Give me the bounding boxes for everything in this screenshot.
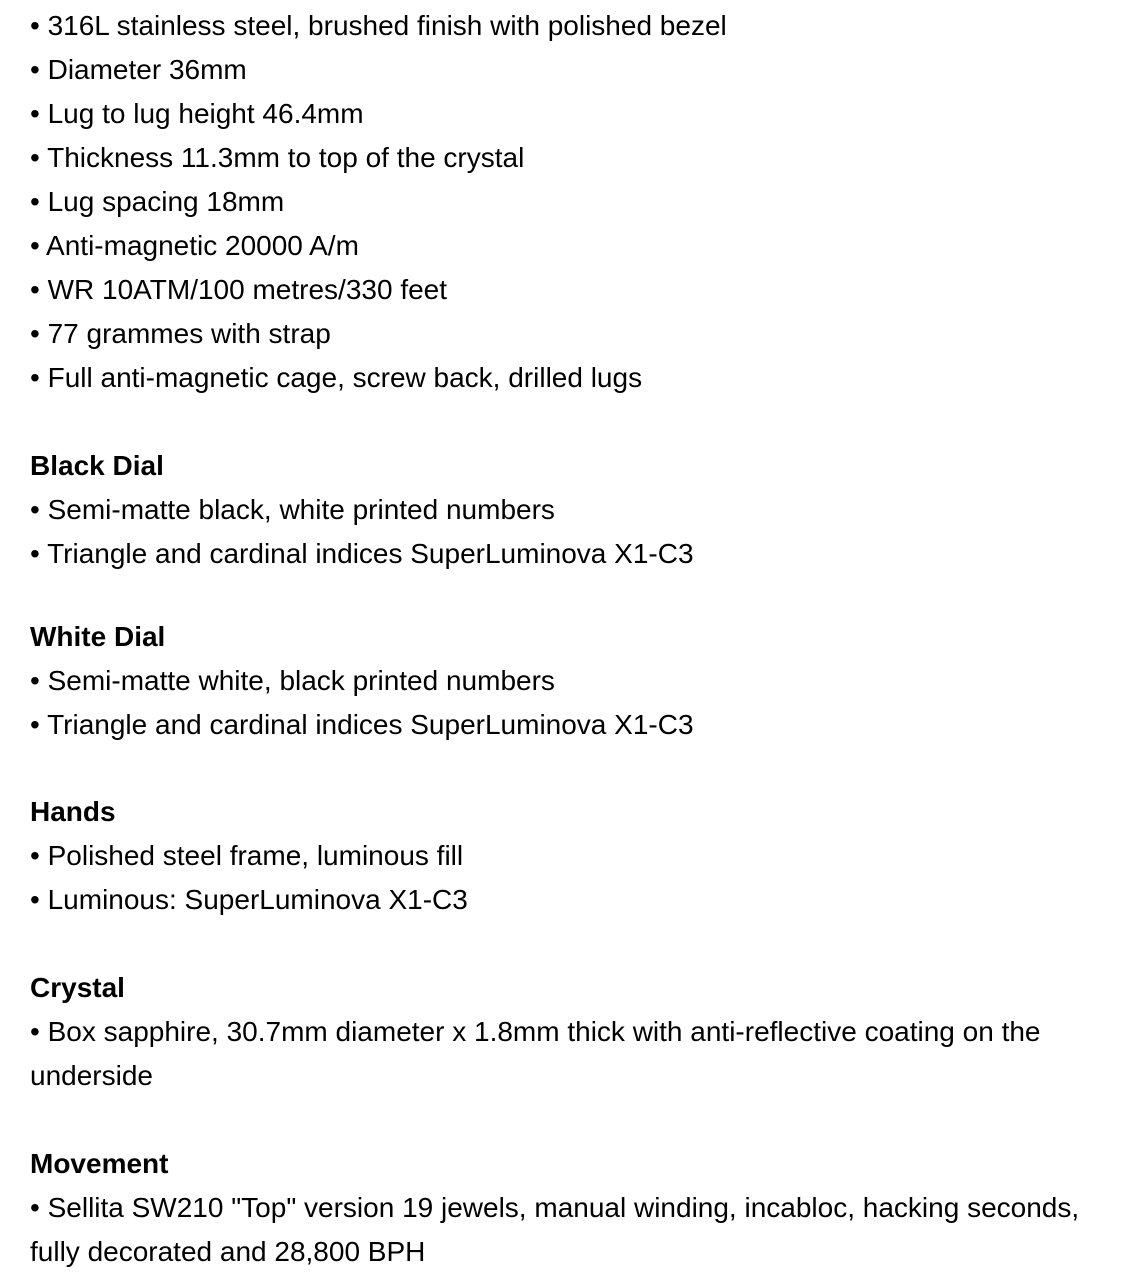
bullet: •: [30, 362, 40, 393]
bullet: •: [30, 318, 40, 349]
list-item: [30, 136, 1110, 180]
case-spec-list: [30, 4, 1110, 400]
section-heading: Crystal: [30, 972, 125, 1003]
list-item: [30, 224, 1110, 268]
list-item-text: Polished steel frame, luminous fill: [47, 840, 464, 871]
bullet: •: [30, 54, 40, 85]
list-item: [30, 488, 1110, 532]
list-item-text: WR 10ATM/100 metres/330 feet: [47, 274, 448, 305]
list-item: [30, 1186, 1110, 1274]
list-item-text: Full anti-magnetic cage, screw back, drilled lugs: [47, 362, 643, 393]
list-item: [30, 703, 1110, 747]
movement-section: [30, 1142, 1110, 1274]
bullet: •: [30, 665, 40, 696]
crystal-section: [30, 966, 1110, 1098]
list-item-text: Diameter 36mm: [47, 54, 247, 85]
list-item-text: Box sapphire, 30.7mm diameter x 1.8mm thick with anti-reflective coating on the underside: [30, 1016, 1041, 1091]
bullet: •: [30, 884, 40, 915]
list-item: [30, 180, 1110, 224]
list-item: [30, 312, 1110, 356]
white-dial-section: [30, 615, 1110, 747]
list-item: [30, 1010, 1110, 1098]
bullet: •: [30, 709, 40, 740]
bullet: •: [30, 230, 40, 261]
section-spacer: [30, 400, 1110, 444]
list-item: [30, 4, 1110, 48]
list-item-text: Anti-magnetic 20000 A/m: [46, 230, 359, 261]
list-item-text: 316L stainless steel, brushed finish with polished bezel: [47, 10, 727, 41]
section-spacer: [30, 922, 1110, 966]
bullet: •: [30, 274, 40, 305]
bullet: •: [30, 10, 40, 41]
list-item-text: Lug spacing 18mm: [47, 186, 285, 217]
list-item-text: Luminous: SuperLuminova X1-C3: [47, 884, 468, 915]
list-item: [30, 834, 1110, 878]
list-item: [30, 48, 1110, 92]
list-item: [30, 532, 1110, 576]
bullet: •: [30, 494, 40, 525]
list-item-text: Triangle and cardinal indices SuperLuminova X1-C3: [47, 538, 694, 569]
bullet: •: [30, 840, 40, 871]
section-heading: Movement: [30, 1148, 169, 1179]
list-item-text: Triangle and cardinal indices SuperLuminova X1-C3: [47, 709, 694, 740]
list-item: [30, 659, 1110, 703]
hands-section: [30, 790, 1110, 922]
section-spacer: [30, 576, 1110, 615]
black-dial-section: [30, 444, 1110, 576]
list-item-text: Lug to lug height 46.4mm: [47, 98, 364, 129]
list-item-text: 77 grammes with strap: [47, 318, 331, 349]
section-heading: Black Dial: [30, 450, 164, 481]
bullet: •: [30, 1016, 40, 1047]
bullet: •: [30, 142, 40, 173]
section-heading: Hands: [30, 796, 116, 827]
list-item: [30, 268, 1110, 312]
list-item-text: Semi-matte black, white printed numbers: [47, 494, 555, 525]
list-item-text: Sellita SW210 "Top" version 19 jewels, manual winding, incabloc, hacking seconds, fully decorated and 28,800 BPH: [30, 1192, 1080, 1267]
bullet: •: [30, 538, 40, 569]
list-item-text: Thickness 11.3mm to top of the crystal: [47, 142, 525, 173]
spec-document: [30, 4, 1110, 1274]
section-spacer: [30, 1098, 1110, 1142]
bullet: •: [30, 186, 40, 217]
list-item: [30, 878, 1110, 922]
list-item-text: Semi-matte white, black printed numbers: [47, 665, 555, 696]
list-item: [30, 92, 1110, 136]
section-spacer: [30, 747, 1110, 790]
bullet: •: [30, 1192, 40, 1223]
section-heading: White Dial: [30, 621, 166, 652]
bullet: •: [30, 98, 40, 129]
list-item: [30, 356, 1110, 400]
